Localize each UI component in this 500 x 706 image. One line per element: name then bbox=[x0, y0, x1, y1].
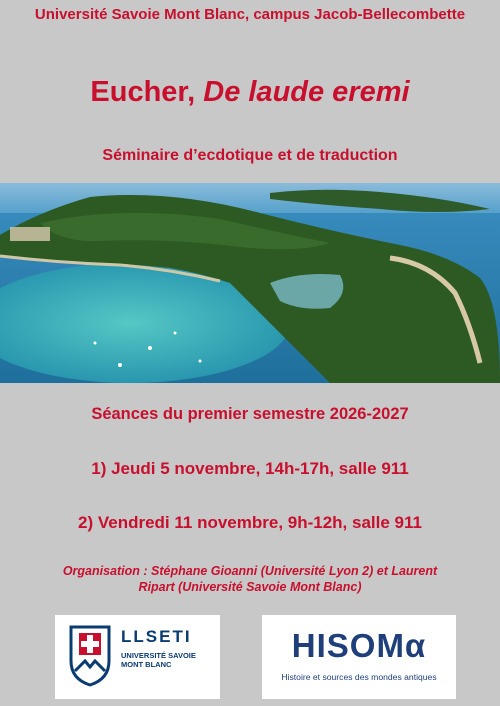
institution-header: Université Savoie Mont Blanc, campus Jacob-Bellecombette bbox=[34, 6, 466, 23]
seminar-title bbox=[0, 76, 500, 109]
title-author: Eucher, bbox=[90, 76, 196, 108]
hisoma-logo bbox=[262, 615, 456, 699]
hisoma-subtitle: Histoire et sources des mondes antiques bbox=[281, 672, 437, 682]
aerial-island-photo bbox=[0, 183, 500, 383]
hisoma-name: HISOMα bbox=[291, 627, 427, 664]
organisation-line: Ripart (Université Savoie Mont Blanc) bbox=[138, 580, 362, 594]
llseti-logo bbox=[55, 615, 220, 699]
organisation-note bbox=[0, 563, 500, 595]
organisation-line: Organisation : Stéphane Gioanni (Université Lyon 2) et Laurent bbox=[62, 564, 438, 578]
llseti-university bbox=[121, 651, 196, 669]
title-work: De laude eremi bbox=[203, 76, 410, 108]
session-item: 2) Vendredi 11 novembre, 9h-12h, salle 911 bbox=[78, 513, 422, 532]
session-item: 1) Jeudi 5 novembre, 14h-17h, salle 911 bbox=[91, 459, 409, 478]
llseti-name: LLSETI bbox=[121, 627, 192, 646]
seminar-subtitle: Séminaire d’ecdotique et de traduction bbox=[102, 147, 398, 164]
shield-icon bbox=[67, 623, 113, 689]
llseti-univ-line: MONT BLANC bbox=[121, 660, 172, 669]
sessions-heading: Séances du premier semestre 2026-2027 bbox=[91, 405, 409, 423]
llseti-univ-line: UNIVERSITÉ SAVOIE bbox=[121, 651, 196, 660]
